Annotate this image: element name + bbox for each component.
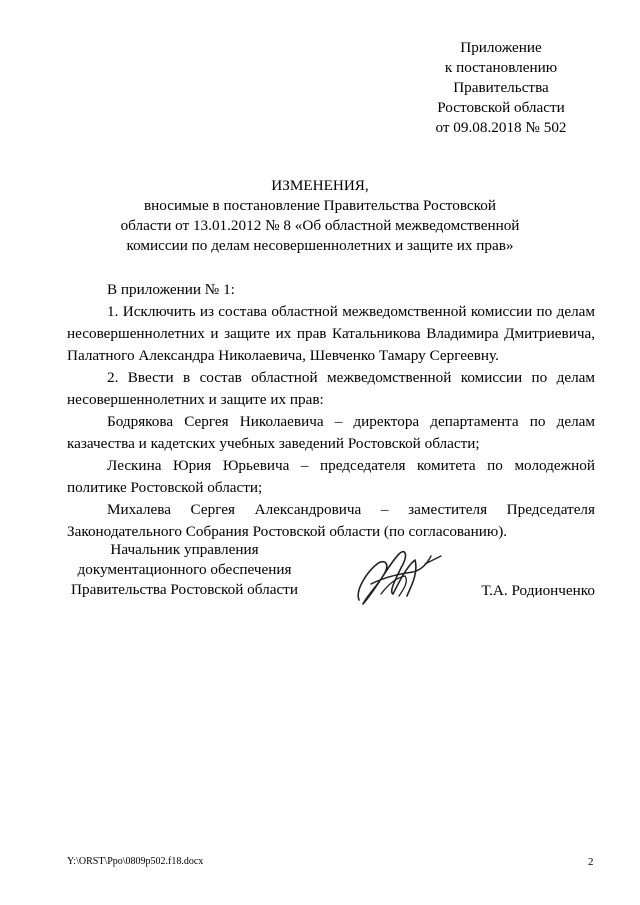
item-2-line: 2. Ввести в состав областной межведомственной комиссии по делам [107,369,595,386]
item-1-line: Палатного Александра Николаевича, Шевченко Тамару Сергеевну. [67,347,499,364]
annex-block [410,38,592,138]
handwritten-signature [337,534,457,612]
member-line: Михалева Сергея Александровича – заместителя Председателя [107,501,595,518]
member-line: Законодательного Собрания Ростовской области (по согласованию). [67,523,508,540]
position-line: Начальник управления [110,541,259,558]
annex-line: Правительства [453,79,549,96]
signature-block [67,540,595,610]
member-line: политике Ростовской области; [67,479,263,496]
heading-line: вносимые в постановление Правительства Ростовской [143,197,496,214]
signatory-position [67,540,302,600]
document-heading [86,176,554,256]
position-line: Правительства Ростовской области [71,581,298,598]
annex-line: Ростовской области [437,99,565,116]
annex-line: Приложение [460,39,542,56]
file-path: Y:\ORST\Ppo\0809p502.f18.docx [67,856,204,867]
member-line: Бодрякова Сергея Николаевича – директора департамента по делам [107,413,595,430]
annex-line: к постановлению [444,59,558,76]
document-title: ИЗМЕНЕНИЯ, [271,177,369,194]
annex-line: от 09.08.2018 № 502 [435,119,567,136]
heading-line: комиссии по делам несовершеннолетних и защите их прав» [126,237,514,254]
item-2-line: несовершеннолетних и защите их прав: [67,391,324,408]
intro-paragraph: В приложении № 1: [107,281,235,298]
member-line: казачества и кадетских учебных заведений Ростовской области; [67,435,480,452]
page-number: 2 [588,856,594,868]
signatory-name: Т.А. Родионченко [481,582,595,599]
document-body [67,279,595,543]
item-1-line: несовершеннолетних и защите их прав Катальникова Владимира Дмитриевича, [67,325,595,342]
position-line: документационного обеспечения [77,561,292,578]
item-1-line: 1. Исключить из состава областной межведомственной комиссии по делам [107,303,595,320]
heading-line: области от 13.01.2012 № 8 «Об областной межведомственной [120,217,520,234]
member-line: Лескина Юрия Юрьевича – председателя комитета по молодежной [107,457,595,474]
